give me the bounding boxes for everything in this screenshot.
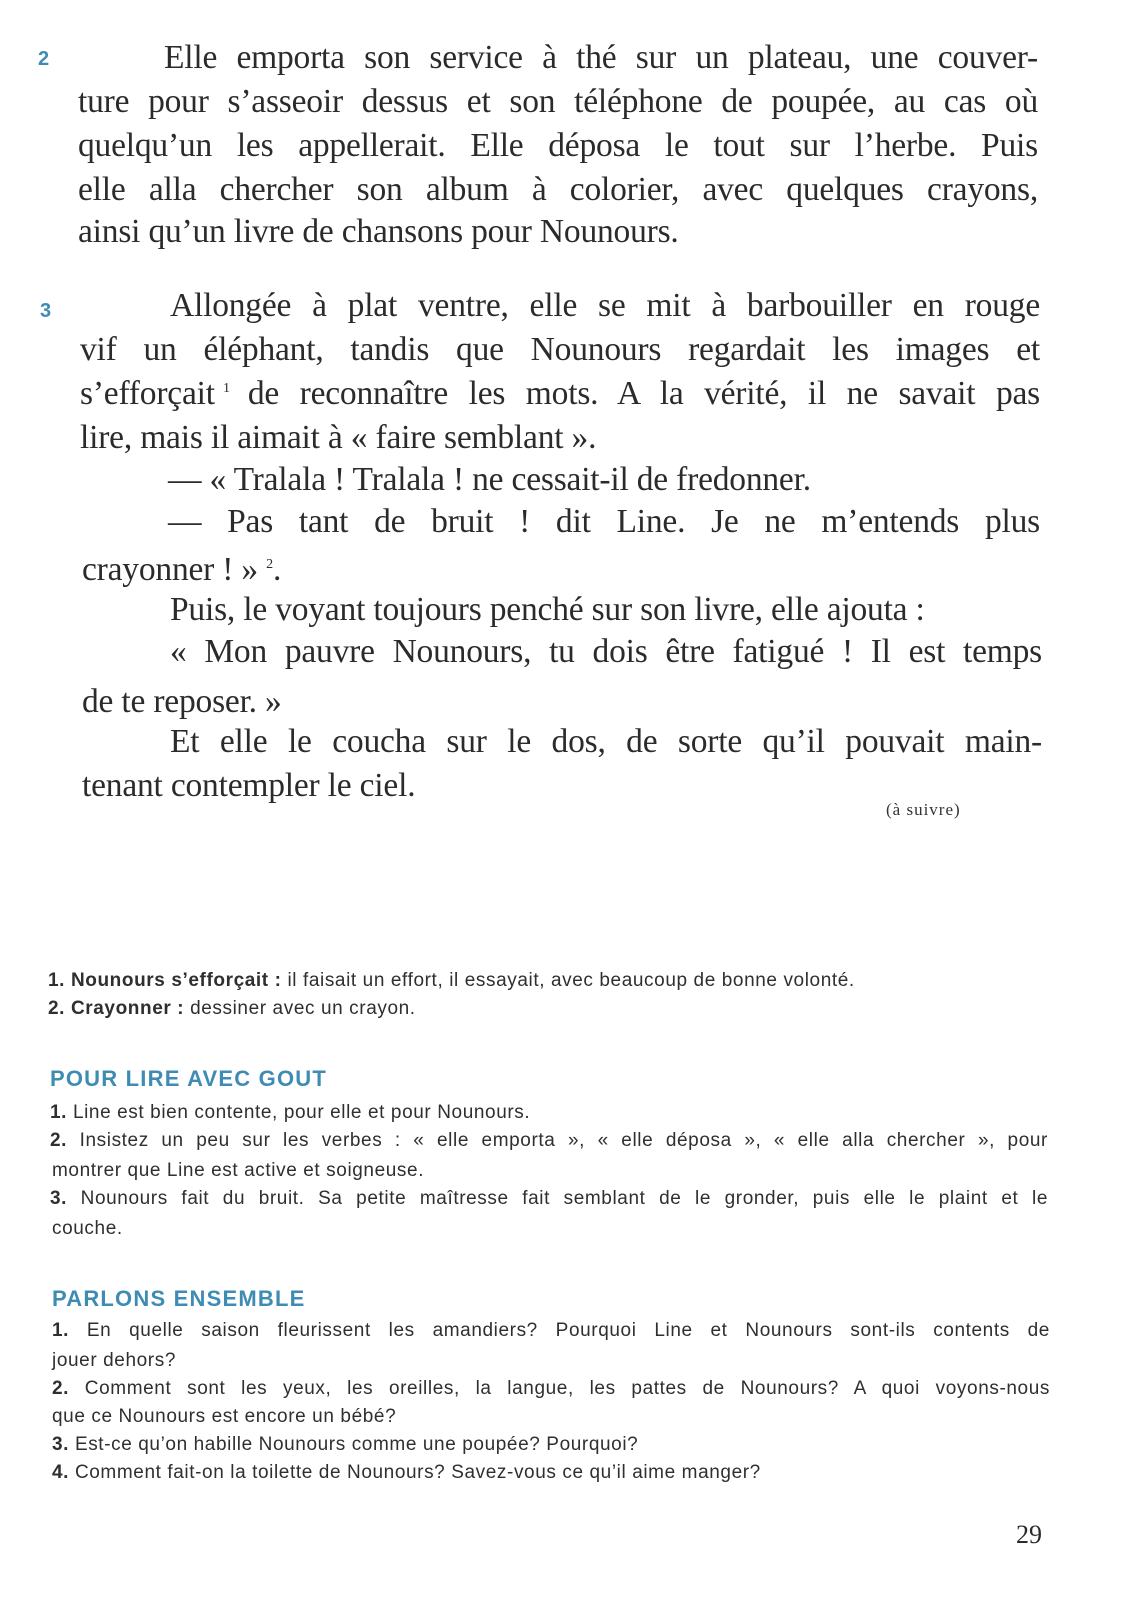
story-line: elle alla chercher son album à colorier, avec quelques crayons, — [78, 171, 1038, 208]
footnote-text: dessiner avec un crayon. — [190, 998, 416, 1019]
footnote-mark: 2 — [266, 556, 273, 572]
footnote: 2. Crayonner : dessiner avec un crayon. — [48, 998, 416, 1019]
story-line: Puis, le voyant toujours penché sur son livre, elle ajouta : — [170, 591, 925, 628]
story-line: tenant contempler le ciel. — [82, 767, 416, 804]
dialogue-line: crayonner ! » $^2$. — [82, 551, 282, 588]
list-item: 1. Line est bien contente, pour elle et pour Nounours. — [50, 1102, 531, 1123]
story-line: Elle emporta son service à thé sur un plateau, une couver- — [164, 39, 1038, 76]
story-text: s’efforçait — [80, 375, 215, 412]
story-line: vif un éléphant, tandis que Nounours regardait les images et — [80, 331, 1040, 368]
story-line: « Mon pauvre Nounours, tu dois être fatigué ! Il est temps — [170, 633, 1042, 670]
paragraph-number: 3 — [40, 300, 52, 322]
story-line — [80, 372, 1040, 416]
story-line: de te reposer. » — [82, 683, 282, 720]
story-line: quelqu’un les appellerait. Elle déposa le tout sur l’herbe. Puis — [78, 127, 1038, 164]
list-item: 4. Comment fait-on la toilette de Nounours? Savez-vous ce qu’il aime manger? — [52, 1462, 761, 1483]
story-line: Et elle le coucha sur le dos, de sorte qu’il pouvait main- — [170, 723, 1042, 760]
story-line: Allongée à plat ventre, elle se mit à barbouiller en rouge — [170, 287, 1040, 324]
continued-label: (à suivre) — [886, 800, 961, 819]
footnote-text: il faisait un effort, il essayait, avec beaucoup de bonne volonté. — [287, 970, 855, 991]
story-line: ainsi qu’un livre de chansons pour Nounours. — [78, 213, 679, 250]
list-item: 3. Nounours fait du bruit. Sa petite maîtresse fait semblant de le gronder, puis elle le plaint et le — [50, 1188, 1048, 1209]
footnote-term: Nounours s’efforçait : — [70, 970, 282, 991]
story-text: de reconnaître les mots. A la vérité, il ne savait pas — [247, 375, 1040, 412]
section-heading: PARLONS ENSEMBLE — [52, 1286, 306, 1311]
list-item: 1. En quelle saison fleurissent les amandiers? Pourquoi Line et Nounours sont-ils contents de — [52, 1320, 1050, 1341]
list-item: 2. Comment sont les yeux, les oreilles, la langue, les pattes de Nounours? A quoi voyons-nous — [52, 1378, 1050, 1399]
list-item-continuation: que ce Nounours est encore un bébé? — [52, 1406, 397, 1427]
story-line: lire, mais il aimait à « faire semblant ». — [80, 419, 597, 456]
list-item: 2. Insistez un peu sur les verbes : « elle emporta », « elle déposa », « elle alla chercher », pour — [50, 1130, 1048, 1151]
footnote-mark: 1 — [223, 380, 230, 396]
story-line: ture pour s’asseoir dessus et son téléphone de poupée, au cas où — [78, 83, 1038, 120]
page-number: 29 — [1016, 1520, 1042, 1549]
paragraph-number: 2 — [38, 48, 50, 70]
list-item-continuation: montrer que Line est active et soigneuse. — [52, 1160, 425, 1181]
footnote: 1. Nounours s’efforçait : il faisait un effort, il essayait, avec beaucoup de bonne volonté. — [48, 970, 855, 991]
list-item: 3. Est-ce qu’on habille Nounours comme une poupée? Pourquoi? — [52, 1434, 639, 1455]
dialogue-line: — « Tralala ! Tralala ! ne cessait-il de fredonner. — [168, 461, 811, 498]
story-text: crayonner ! » — [82, 551, 258, 588]
list-item-continuation: jouer dehors? — [52, 1350, 176, 1371]
list-item-continuation: couche. — [52, 1218, 123, 1239]
dialogue-line: — Pas tant de bruit ! dit Line. Je ne m’entends plus — [168, 503, 1040, 540]
footnote-term: Crayonner : — [70, 998, 185, 1019]
section-heading: POUR LIRE AVEC GOUT — [50, 1066, 328, 1091]
